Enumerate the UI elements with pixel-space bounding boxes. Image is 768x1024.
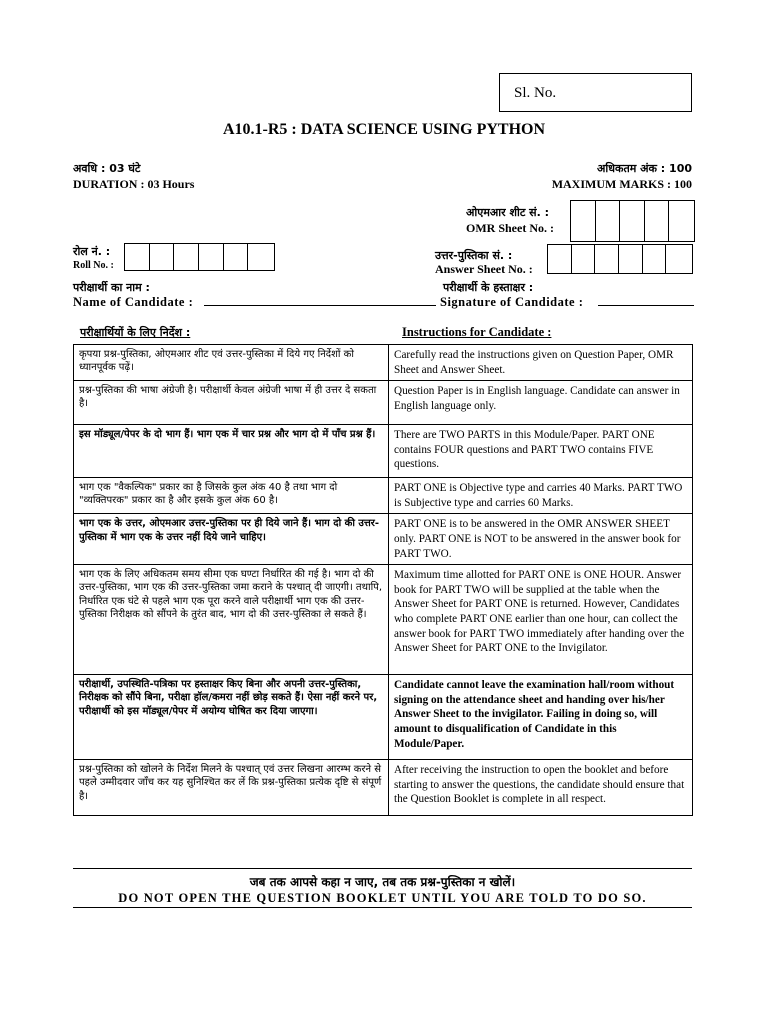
instruction-english: Question Paper is in English language. Candidate can answer in English language only.: [389, 381, 693, 425]
max-marks-hindi: अधिकतम अंक : 100: [596, 162, 692, 175]
instruction-english: After receiving the instruction to open the booklet and before starting to answer the questions, the candidate should ensure that the Question Booklet is complete in all respect.: [389, 760, 693, 816]
footer-warning-hindi: जब तक आपसे कहा न जाए, तब तक प्रश्न-पुस्तिका न खोलें।: [249, 875, 516, 889]
instruction-hindi: भाग एक के उत्तर, ओएमआर उत्तर-पुस्तिका पर ही दिये जाने हैं। भाग दो की उत्तर-पुस्तिका में भाग एक के उत्तर नहीं दिये जाने चाहिए।: [74, 514, 389, 565]
instruction-row: [74, 675, 693, 760]
candidate-name-field[interactable]: [204, 305, 436, 306]
instruction-english: PART ONE is to be answered in the OMR ANSWER SHEET only. PART ONE is NOT to be answered in the answer book for PART TWO.: [389, 514, 693, 565]
instruction-english: Candidate cannot leave the examination hall/room without signing on the attendance sheet and handing over his/her Answer Sheet to the invigilator. Failing in doing so, will amount to disqualification of Candidate in this Module/Paper.: [389, 675, 693, 760]
omr-label-hindi: ओएमआर शीट सं. :: [466, 206, 550, 219]
instruction-row: [74, 565, 693, 675]
instruction-row: [74, 345, 693, 381]
instruction-row: [74, 760, 693, 816]
footer-warning: [73, 868, 692, 908]
paper-title: A10.1-R5 : DATA SCIENCE USING PYTHON: [222, 121, 546, 138]
max-marks-english: MAXIMUM MARKS : 100: [551, 177, 692, 191]
roll-label-english: Roll No. :: [73, 260, 114, 271]
instruction-hindi: प्रश्न-पुस्तिका की भाषा अंग्रेजी है। परीक्षार्थी केवल अंग्रेजी भाषा में ही उत्तर दे सकता है।: [74, 381, 389, 425]
answer-sheet-label-english: Answer Sheet No. :: [435, 262, 533, 276]
instructions-heading-hindi: परीक्षार्थियों के लिए निर्देश :: [80, 326, 191, 339]
instruction-hindi: प्रश्न-पुस्तिका को खोलने के निर्देश मिलने के पश्चात् एवं उत्तर लिखना आरम्भ करने से पहले उम्मीदवार जाँच कर यह सुनिश्चित कर लें कि प्रश्न-पुस्तिका प्रत्येक दृष्टि से संपूर्ण है।: [74, 760, 389, 816]
serial-number-box[interactable]: [499, 73, 692, 112]
answer-sheet-number-boxes[interactable]: [547, 244, 693, 274]
signature-label-hindi: परीक्षार्थी के हस्ताक्षर :: [443, 281, 534, 294]
roll-label-hindi: रोल नं. :: [73, 245, 111, 258]
instruction-row: [74, 478, 693, 514]
instruction-hindi: परीक्षार्थी, उपस्थिति-पत्रिका पर हस्ताक्षर किए बिना और अपनी उत्तर-पुस्तिका, निरीक्षक को सौंपे बिना, परीक्षा हॉल/कमरा नहीं छोड़ सकते हैं। ऐसा नहीं करने पर, परीक्षार्थी को इस मॉड्यूल/पेपर में अयोग्य घोषित कर दिया जाएगा।: [74, 675, 389, 760]
instruction-english: Carefully read the instructions given on Question Paper, OMR Sheet and Answer Sheet.: [389, 345, 693, 381]
omr-label-english: OMR Sheet No. :: [466, 221, 554, 235]
duration-hindi: अवधि : 03 घंटे: [73, 162, 141, 175]
instructions-heading-english: Instructions for Candidate :: [402, 325, 552, 339]
instruction-row: [74, 425, 693, 478]
instruction-english: PART ONE is Objective type and carries 40 Marks. PART TWO is Subjective type and carries 60 Marks.: [389, 478, 693, 514]
instruction-hindi: कृपया प्रश्न-पुस्तिका, ओएमआर शीट एवं उत्तर-पुस्तिका में दिये गए निर्देशों को ध्यानपूर्वक पढ़ें।: [74, 345, 389, 381]
roll-number-boxes[interactable]: [124, 243, 275, 271]
footer-warning-english: DO NOT OPEN THE QUESTION BOOKLET UNTIL YOU ARE TOLD TO DO SO.: [118, 891, 647, 905]
instruction-row: [74, 514, 693, 565]
answer-sheet-label-hindi: उत्तर-पुस्तिका सं. :: [435, 249, 513, 262]
candidate-name-label-english: Name of Candidate :: [73, 295, 194, 309]
instruction-english: Maximum time allotted for PART ONE is ONE HOUR. Answer book for PART TWO will be supplied at the table when the Answer Sheet for PART ONE is returned. However, Candidates who complete PART ONE earlier than one hour, can collect the answer book for PART TWO immediately after handing over the Answer Sheet for PART ONE to the Invigilator.: [389, 565, 693, 675]
omr-number-boxes[interactable]: [570, 200, 695, 242]
duration-english: DURATION : 03 Hours: [73, 177, 195, 191]
signature-label-english: Signature of Candidate :: [440, 295, 584, 309]
instruction-hindi: भाग एक "वैकल्पिक" प्रकार का है जिसके कुल अंक 40 है तथा भाग दो "व्यक्तिपरक" प्रकार का है और इसके कुल अंक 60 है।: [74, 478, 389, 514]
candidate-name-label-hindi: परीक्षार्थी का नाम :: [73, 281, 150, 294]
instruction-hindi: इस मॉड्यूल/पेपर के दो भाग हैं। भाग एक में चार प्रश्न और भाग दो में पाँच प्रश्न हैं।: [74, 425, 389, 478]
signature-field[interactable]: [598, 305, 694, 306]
serial-number-label: Sl. No.: [514, 85, 557, 101]
instruction-english: There are TWO PARTS in this Module/Paper. PART ONE contains FOUR questions and PART TWO contains FIVE questions.: [389, 425, 693, 478]
instruction-hindi: भाग एक के लिए अधिकतम समय सीमा एक घण्टा निर्धारित की गई है। भाग दो की उत्तर-पुस्तिका, भाग एक की उत्तर-पुस्तिका जमा कराने के पश्चात् दी जाएगी। तथापि, निर्धारित एक घंटे से पहले भाग एक पूरा करने वाले परीक्षार्थी भाग एक की उत्तर-पुस्तिका निरीक्षक को सौंपने के तुरंत बाद, भाग दो की उत्तर-पुस्तिका ले सकते हैं।: [74, 565, 389, 675]
instruction-row: [74, 381, 693, 425]
instructions-table: [73, 344, 693, 816]
